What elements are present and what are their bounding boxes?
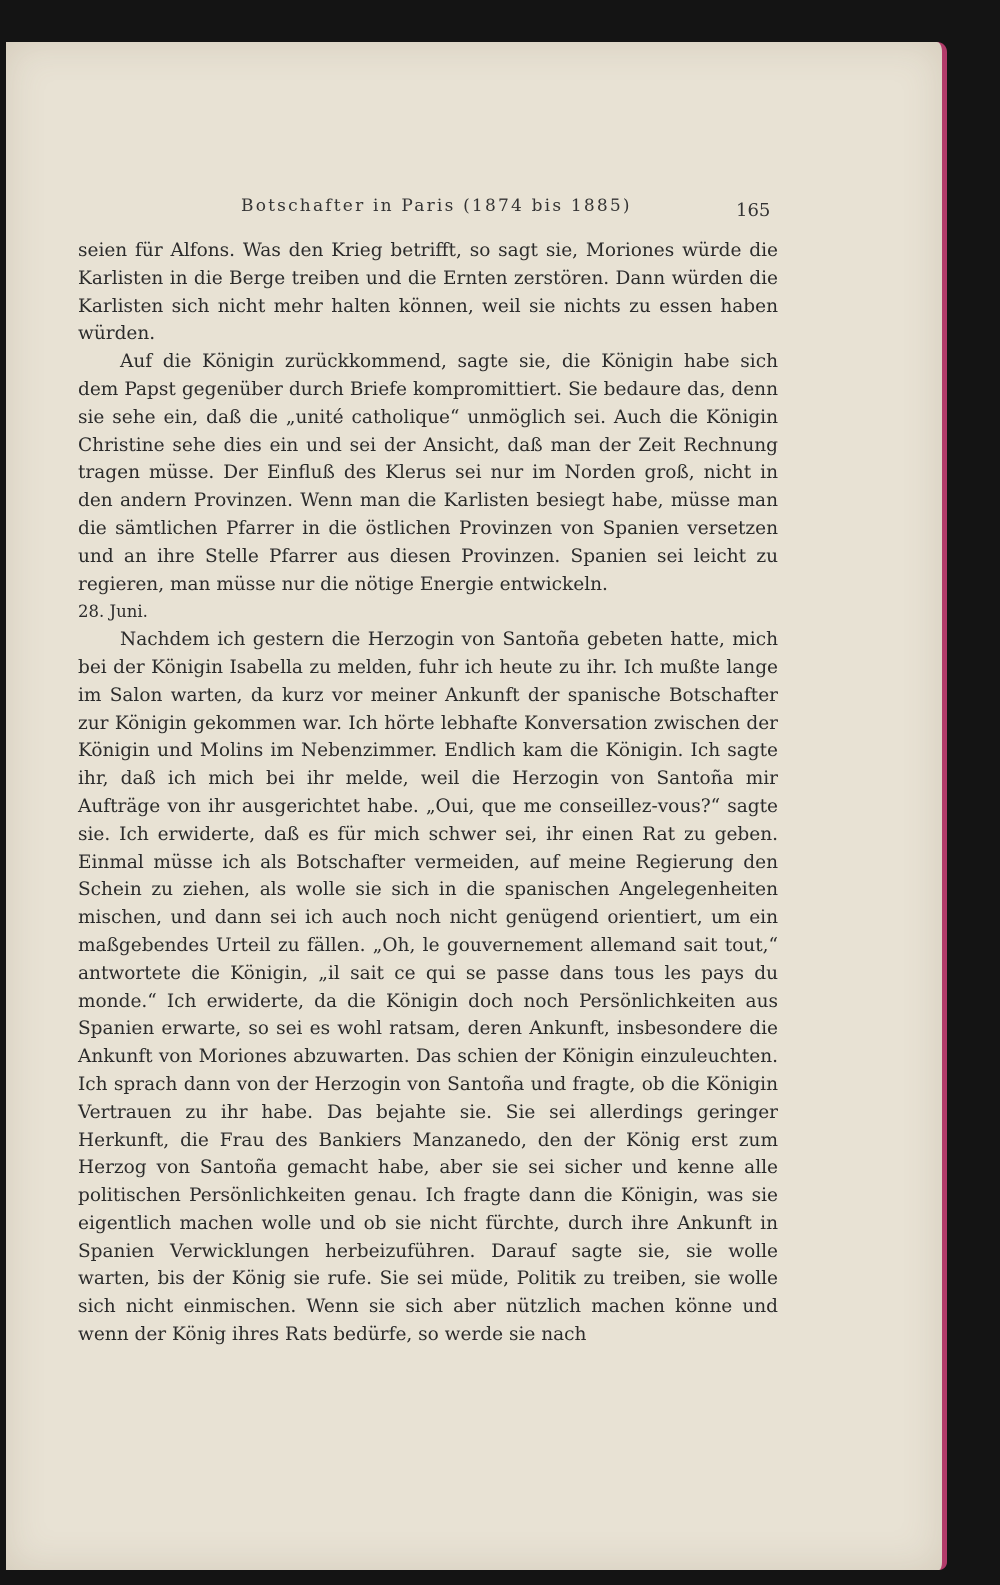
page-number: 165 — [736, 200, 771, 221]
dateline: 28. Juni. — [78, 602, 148, 622]
book-page — [6, 42, 947, 1570]
paragraph-1: seien für Alfons. Was den Krieg betrifft, so sagt sie, Moriones würde die Karlisten in die Berge treiben und die Ernten zerstören. Dann würden die Karlisten sich nicht mehr halten können, weil sie nichts zu essen haben würden. — [78, 240, 778, 345]
running-head-title: Botschafter in Paris (1874 bis 1885) — [241, 196, 632, 216]
running-head — [6, 192, 942, 222]
paragraph-2: Auf die Königin zurückkommend, sagte sie, die Königin habe sich dem Papst gegenüber durch Briefe kompromittiert. Sie bedaure das, denn sie sehe ein, daß die „unité catholique“ unmöglich sei. Auch die Königin Christine sehe dies ein und sei der Ansicht, daß man der Zeit Rechnung tragen müsse. Der Einfluß des Klerus sei nur im Norden groß, nicht in den andern Provinzen. Wenn man die Karlisten besiegt habe, müsse man die sämtlichen Pfarrer in die östlichen Provinzen von Spanien versetzen und an ihre Stelle Pfarrer aus diesen Provinzen. Spanien sei leicht zu regieren, man müsse nur die nötige Energie entwickeln. — [78, 351, 778, 595]
body-text — [78, 237, 778, 1349]
paragraph-3: Nachdem ich gestern die Herzogin von Santoña gebeten hatte, mich bei der Königin Isabella zu melden, fuhr ich heute zu ihr. Ich mußte lange im Salon warten, da kurz vor meiner Ankunft der spanische Botschafter zur Königin gekommen war. Ich hörte lebhafte Konversation zwischen der Königin und Molins im Nebenzimmer. Endlich kam die Königin. Ich sagte ihr, daß ich mich bei ihr melde, weil die Herzogin von Santoña mir Aufträge von ihr ausgerichtet habe. „Oui, que me conseillez-vous?“ sagte sie. Ich erwiderte, daß es für mich schwer sei, ihr einen Rat zu geben. Einmal müsse ich als Botschafter vermeiden, auf meine Regierung den Schein zu ziehen, als wolle sie sich in die spanischen Angelegenheiten mischen, und dann sei ich auch noch nicht genügend orientiert, um ein maßgebendes Urteil zu fällen. „Oh, le gouvernement allemand sait tout,“ antwortete die Königin, „il sait ce qui se passe dans tous les pays du monde.“ Ich erwiderte, da die Königin doch noch Persönlichkeiten aus Spanien erwarte, so sei es wohl ratsam, deren Ankunft, insbesondere die Ankunft von Moriones abzuwarten. Das schien der Königin einzuleuchten. Ich sprach dann von der Herzogin von Santoña und fragte, ob die Königin Vertrauen zu ihr habe. Das bejahte sie. Sie sei allerdings geringer Herkunft, die Frau des Bankiers Manzanedo, den der König erst zum Herzog von Santoña gemacht habe, aber sie sei sicher und kenne alle politischen Persönlichkeiten genau. Ich fragte dann die Königin, was sie eigentlich machen wolle und ob sie nicht fürchte, durch ihre Ankunft in Spanien Verwicklungen herbeizuführen. Darauf sagte sie, sie wolle warten, bis der König sie rufe. Sie sei müde, Politik zu treiben, sie wolle sich nicht einmischen. Wenn sie sich aber nützlich machen könne und wenn der König ihres Rats bedürfe, so werde sie nach — [78, 629, 778, 1346]
